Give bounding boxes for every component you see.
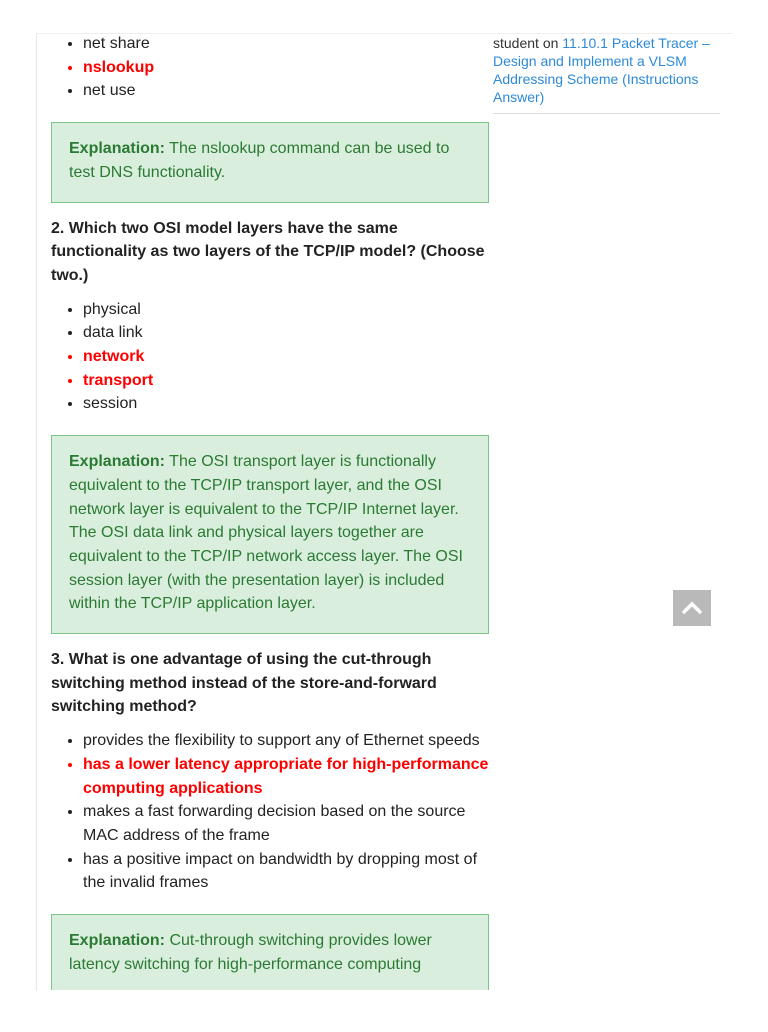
answer-option: • net use [83,79,489,103]
answer-option: • net share [83,32,489,56]
question-text: 2. Which two OSI model layers have the same functionality as two layers of the TCP/IP model? (Choose two.) [51,219,485,284]
bottom-mask [37,990,737,1030]
answer-list-q2 [51,298,489,417]
answer-list-q3 [51,729,489,895]
explanation-label: Explanation: [69,140,166,158]
back-to-top-button[interactable] [673,590,711,626]
explanation-text: The OSI transport layer is functionally equivalent to the TCP/IP transport layer, and the OSI network layer is equivalent to the TCP/IP Internet layer. The OSI data link and physical layers together are equivalent to the TCP/IP network access layer. The OSI session layer (with the presentation layer) is included within the TCP/IP application layer. [69,453,463,613]
chevron-up-icon [681,601,703,615]
sidebar-recent-comments [493,33,720,114]
question-text: 3. What is one advantage of using the cut-through switching method instead of the store-and-forward switching method? [51,651,437,716]
answer-option-correct: • network [83,345,489,369]
answer-option-correct: • has a lower latency appropriate for high-performance computing applications [83,753,489,800]
comment-post-link[interactable]: 11.10.1 Packet Tracer – Design and Implement a VLSM Addressing Scheme (Instructions Answer) [493,35,710,105]
answer-option: • has a positive impact on bandwidth by dropping most of the invalid frames [83,848,489,895]
answer-option: • provides the flexibility to support any of Ethernet speeds [83,729,489,753]
comment-entry: student on 11.10.1 Packet Tracer – Design and Implement a VLSM Addressing Scheme (Instructions Answer) [493,33,720,114]
explanation-text: Cut-through switching provides lower latency switching for high-performance computing [69,932,432,973]
answer-option-correct: • nslookup [83,56,489,80]
answer-option: • session [83,392,489,416]
comment-author: student [493,35,539,51]
explanation-label: Explanation: [69,453,166,471]
answer-option: • makes a fast forwarding decision based on the source MAC address of the frame [83,800,489,847]
explanation-label: Explanation: [69,932,166,950]
explanation-text: The nslookup command can be used to test DNS functionality. [69,140,450,181]
answer-option: • data link [83,321,489,345]
article-content [51,33,489,1032]
answer-option-correct: • transport [83,369,489,393]
answer-option: • physical [83,298,489,322]
explanation-box [51,435,489,634]
answer-list-q1 [51,32,489,103]
explanation-box [51,122,489,202]
